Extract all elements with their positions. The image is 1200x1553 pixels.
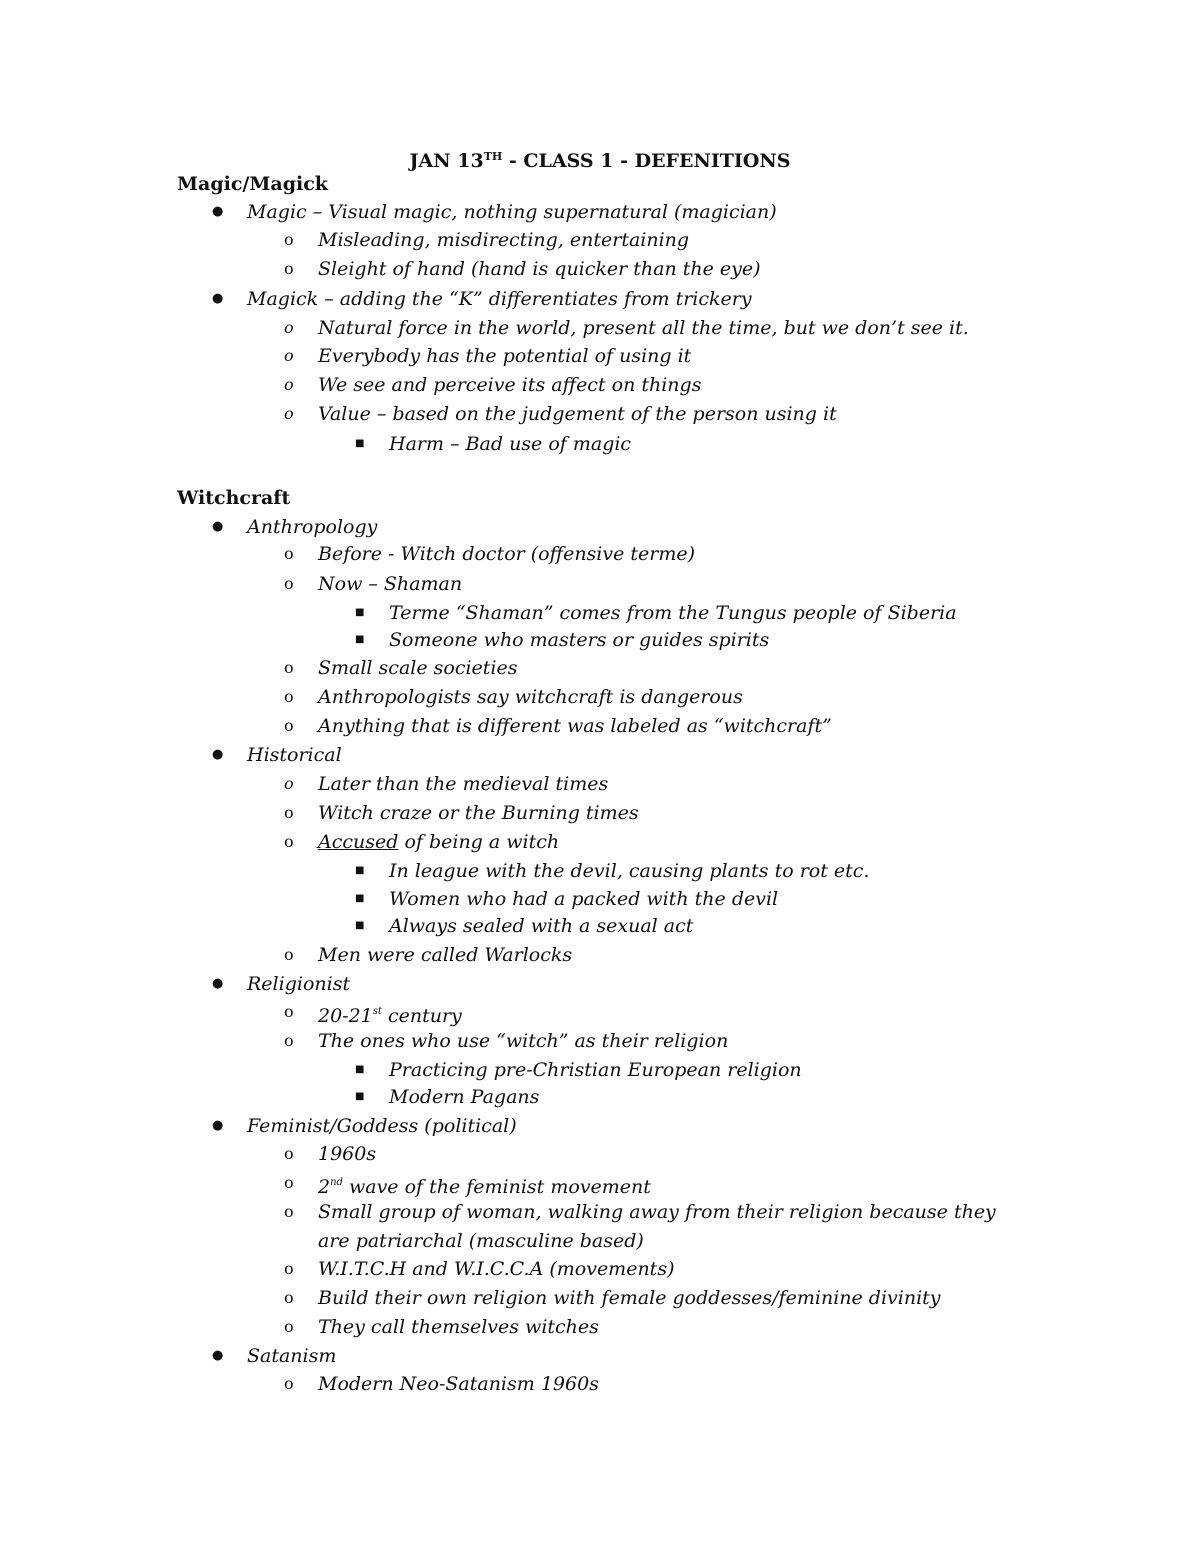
bullet-circle: o (284, 1259, 294, 1278)
bullet-square: ■ (355, 607, 365, 618)
bullet-square: ■ (355, 1091, 365, 1102)
title-main: JAN 13 (409, 150, 484, 172)
list-item: Modern Neo-Satanism 1960s (318, 1373, 599, 1395)
bullet-circle: o (284, 1002, 294, 1021)
bullet-dot: ● (212, 747, 224, 762)
list-item: Feminist/Goddess (political) (247, 1115, 517, 1137)
list-item: They call themselves witches (318, 1316, 599, 1338)
list-item: Everybody has the potential of using it (318, 345, 692, 367)
bullet-square: ■ (355, 634, 365, 645)
list-item: Someone who masters or guides spirits (389, 629, 770, 651)
bullet-circle: o (284, 318, 294, 337)
list-item: Women who had a packed with the devil (389, 888, 779, 910)
list-item (318, 998, 462, 1030)
bullet-circle: o (284, 1317, 294, 1336)
list-item: Magic – Visual magic, nothing supernatural (magician) (247, 201, 777, 223)
bullet-circle: o (284, 230, 294, 249)
list-item: Terme “Shaman” comes from the Tungus people of Siberia (389, 602, 957, 624)
list-item: Before - Witch doctor (offensive terme) (318, 543, 696, 565)
bullet-circle: o (284, 404, 294, 423)
bullet-square: ■ (355, 1064, 365, 1075)
list-item: Now – Shaman (318, 573, 463, 595)
list-item-text: of being a witch (398, 831, 560, 853)
bullet-circle: o (284, 716, 294, 735)
bullet-circle: o (284, 803, 294, 822)
bullet-circle: o (284, 1144, 294, 1163)
bullet-circle: o (284, 774, 294, 793)
bullet-dot: ● (212, 1118, 224, 1133)
underlined-word: Accused (318, 831, 399, 853)
bullet-circle: o (284, 574, 294, 593)
list-item: Practicing pre-Christian European religion (389, 1059, 802, 1081)
title-rest: - CLASS 1 - DEFENITIONS (502, 150, 791, 172)
list-item-text: 2 (318, 1176, 331, 1198)
bullet-circle: o (284, 832, 294, 851)
list-item: Small group of woman, walking away from their religion because they (318, 1201, 996, 1223)
list-item: Men were called Warlocks (318, 944, 573, 966)
section-heading-witchcraft: Witchcraft (177, 487, 291, 509)
list-item: Satanism (247, 1345, 337, 1367)
list-item: The ones who use “witch” as their religion (318, 1030, 729, 1052)
list-item: Anthropologists say witchcraft is dangerous (318, 686, 743, 708)
bullet-dot: ● (212, 519, 224, 534)
bullet-circle: o (284, 346, 294, 365)
bullet-circle: o (284, 1202, 294, 1221)
bullet-square: ■ (355, 920, 365, 931)
list-item: Always sealed with a sexual act (389, 915, 694, 937)
bullet-dot: ● (212, 291, 224, 306)
list-item: Misleading, misdirecting, entertaining (318, 229, 690, 251)
bullet-dot: ● (212, 1348, 224, 1363)
list-item (318, 828, 559, 856)
list-item: Witch craze or the Burning times (318, 802, 639, 824)
bullet-circle: o (284, 1173, 294, 1192)
list-item: W.I.T.C.H and W.I.C.C.A (movements) (318, 1258, 675, 1280)
bullet-circle: o (284, 375, 294, 394)
list-item: Small scale societies (318, 657, 518, 679)
bullet-circle: o (284, 259, 294, 278)
list-item: Historical (247, 744, 342, 766)
bullet-circle: o (284, 687, 294, 706)
list-item: Anthropology (247, 516, 378, 538)
bullet-circle: o (284, 1288, 294, 1307)
bullet-circle: o (284, 945, 294, 964)
title-superscript: TH (483, 150, 503, 163)
superscript: nd (330, 1177, 343, 1188)
superscript: st (372, 1006, 382, 1017)
bullet-circle: o (284, 658, 294, 677)
list-item: Later than the medieval times (318, 773, 609, 795)
list-item: 1960s (318, 1143, 377, 1165)
bullet-circle: o (284, 1374, 294, 1393)
bullet-square: ■ (355, 893, 365, 904)
list-item: Build their own religion with female goddesses/feminine divinity (318, 1287, 941, 1309)
bullet-dot: ● (212, 204, 224, 219)
bullet-circle: o (284, 544, 294, 563)
list-item: Religionist (247, 973, 351, 995)
list-item: Magick – adding the “K” differentiates from trickery (247, 288, 752, 310)
list-item: In league with the devil, causing plants to rot etc. (389, 860, 870, 882)
list-item: Sleight of hand (hand is quicker than the eye) (318, 258, 761, 280)
list-item: Modern Pagans (389, 1086, 540, 1108)
list-item-text: 20-21 (318, 1005, 373, 1027)
list-item: Anything that is different was labeled as “witchcraft” (318, 715, 832, 737)
list-item: We see and perceive its affect on things (318, 374, 702, 396)
list-item-text: century (381, 1005, 462, 1027)
list-item: Natural force in the world, present all the time, but we don’t see it. (318, 317, 969, 339)
list-item-text: wave of the feminist movement (342, 1176, 651, 1198)
list-item-continued: are patriarchal (masculine based) (318, 1230, 644, 1252)
bullet-square: ■ (355, 865, 365, 876)
list-item: Value – based on the judgement of the person using it (318, 403, 837, 425)
bullet-dot: ● (212, 976, 224, 991)
bullet-circle: o (284, 1031, 294, 1050)
list-item: Harm – Bad use of magic (389, 433, 632, 455)
section-heading-magic: Magic/Magick (177, 173, 328, 195)
bullet-square: ■ (355, 438, 365, 449)
list-item (318, 1169, 651, 1201)
